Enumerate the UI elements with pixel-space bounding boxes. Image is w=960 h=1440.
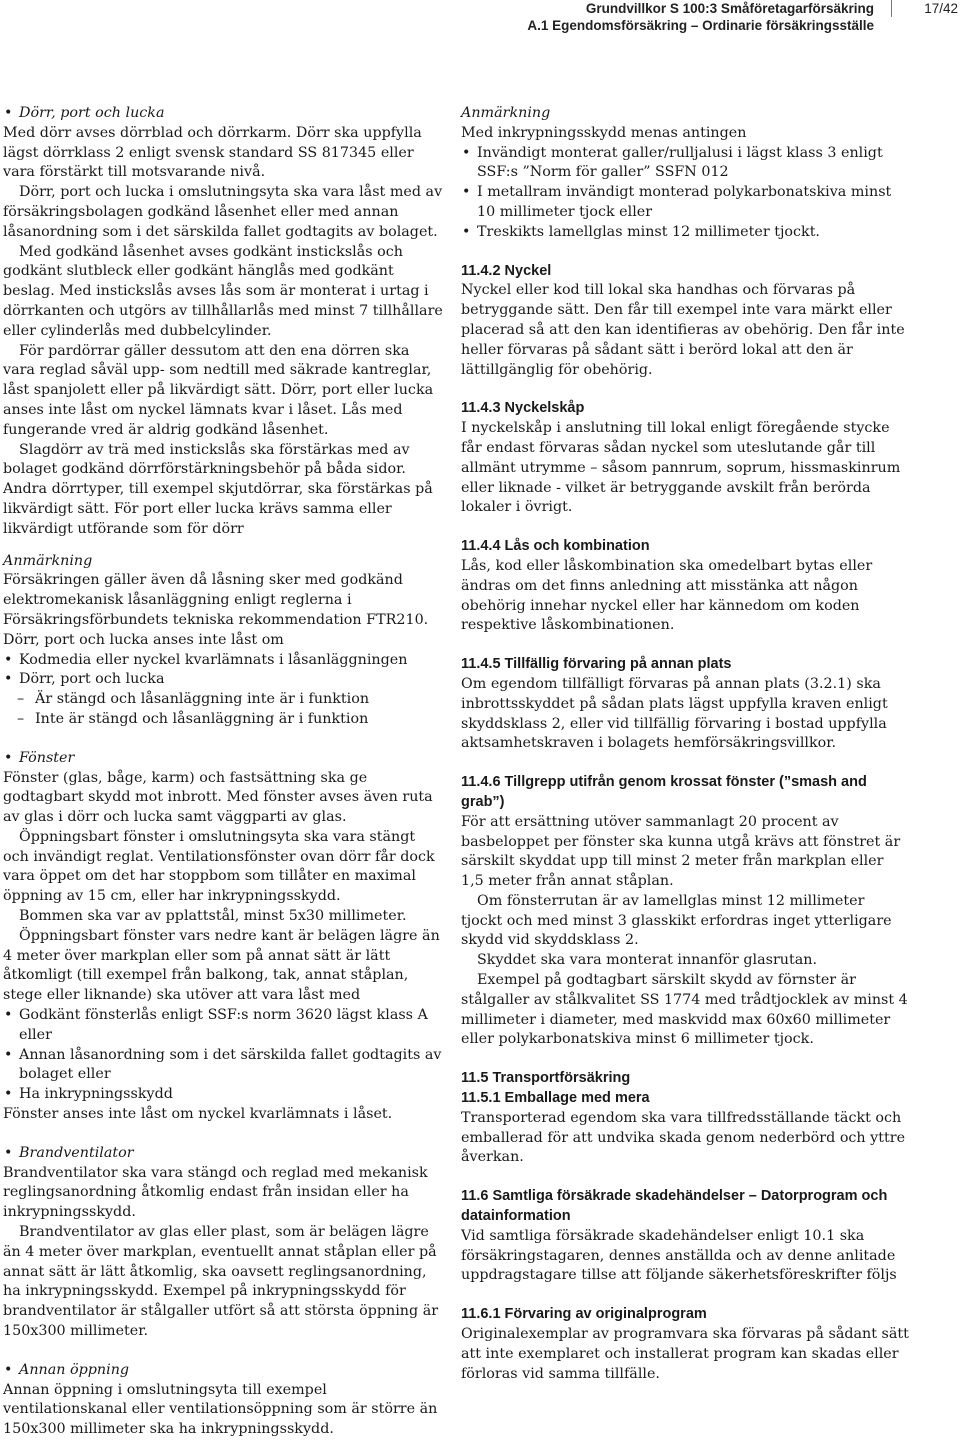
vent-paragraph: Brandventilator av glas eller plast, som är belägen lägre än 4 meter över markplan, eventuellt annat ståplan eller på annat sätt är lätt åtkomlig, ska oavsett reglingsanordning, ha inkrypningsskydd. Exempel på inkrypningsskydd för brandventilator är stålgaller utfört så att största öppning är 150x300 millimeter. xyxy=(3,1224,439,1340)
section-paragraph: Om egendom tillfälligt förvaras på annan plats (3.2.1) ska inbrottsskyddet på sådan plats lägst uppfylla kraven enligt skyddsklass 2, eller vid tillfällig förvaring i bostad uppfylla aktsamhetskraven i bolagets hemförsäkringsvillkor. xyxy=(461,675,888,752)
window-paragraph: Fönster anses inte låst om nyckel kvarlämnats i låset. xyxy=(3,1106,393,1123)
section-heading: 11.4.4 Lås och kombination xyxy=(461,538,650,555)
section-paragraph: Lås, kod eller låskombination ska omedelbart bytas eller ändras om det finns anledning att misstänka att någon obehörig innehar nyckel eller har kännedom om koden respektive låskombinationen. xyxy=(461,557,873,634)
door-paragraph: Med godkänd låsenhet avses godkänt instickslås och godkänt slutbleck eller godkänt hänglås med godkänt beslag. Med instickslås avses lås som är monterat i urtag i dörrkanten och utgörs av tillhållarlås med minst 7 tillhållare eller cylinderlås med dubbelcylinder. xyxy=(3,243,443,339)
window-bullet: • Godkänt fönsterlås enligt SSF:s norm 3620 lägst klass A eller xyxy=(3,1006,443,1046)
section-paragraph: I nyckelskåp i anslutning till lokal enligt föregående stycke får endast förvaras sådan nyckel som uteslutande går till allmänt utrymme – såsom pannrum, soprum, hissmaskinrum eller liknade - vilket är betryggande avskilt från berörda lokaler i övrigt. xyxy=(461,420,901,516)
section-paragraph: Vid samtliga försäkrade skadehändelser enligt 10.1 ska försäkringstagaren, dennes anställda och av denne anlitade uppdragstagare tillse att följande säkerhetsföreskrifter följs xyxy=(461,1227,897,1284)
other-opening-paragraph: Annan öppning i omslutningsyta till exempel ventilationskanal eller ventilationsöppning som är större än 150x300 millimeter ska ha inkrypningsskydd. xyxy=(3,1381,438,1438)
page-header xyxy=(0,0,960,34)
section-heading: 11.4.5 Tillfällig förvaring på annan plats xyxy=(461,656,732,673)
door-paragraph: Dörr, port och lucka i omslutningsyta ska vara låst med av försäkringsbolagen godkänd låsenhet eller med annan låsanordning som i det särskilda fallet godtagits av bolaget. xyxy=(3,184,443,240)
note-paragraph: Med inkrypningsskydd menas antingen xyxy=(461,124,747,141)
note-dash-item: – Är stängd och låsanläggning inte är i funktion xyxy=(3,690,443,710)
section-paragraph: Skyddet ska vara monterat innanför glasrutan. xyxy=(477,952,818,969)
door-paragraph: Slagdörr av trä med instickslås ska förstärkas med av bolaget godkänd dörrförstärkningsbehör på båda sidor. Andra dörrtyper, till exempel skjutdörrar, ska förstärkas på likvärdigt sätt. För port eller lucka krävs samma eller likvärdigt utförande som för dörr xyxy=(3,441,433,537)
window-paragraph: Öppningsbart fönster i omslutningsyta ska vara stängt och invändigt reglat. Ventilationsfönster ovan dörr får dock vara öppet om det har stoppbom som tillåter en maximal öppning av 15 cm, eller har inkrypningsskydd. xyxy=(3,828,435,905)
vent-heading: • Brandventilator xyxy=(3,1144,443,1164)
section-heading: 11.4.6 Tillgrepp utifrån genom krossat fönster (”smash and grab”) xyxy=(461,774,867,810)
door-heading: • Dörr, port och lucka xyxy=(3,104,443,124)
window-heading: • Fönster xyxy=(3,749,443,769)
window-paragraph: Öppningsbart fönster vars nedre kant är belägen lägre än 4 meter över markplan eller som på annat sätt är lätt åtkomligt (till exempel från balkong, tak, annat ståplan, stege eller liknande) ska utöver att vara låst med xyxy=(3,927,440,1004)
section-paragraph: Nyckel eller kod till lokal ska handhas och förvaras på betryggande sätt. Den får till exempel inte vara märkt eller placerad så att den kan identifieras av obehörig. Den får inte heller förvaras på sådant sätt i berörd lokal att den är lättillgänglig för obehörig. xyxy=(461,282,905,378)
window-bullet: • Annan låsanordning som i det särskilda fallet godtagits av bolaget eller xyxy=(3,1046,443,1086)
section-paragraph: Om fönsterrutan är av lamellglas minst 12 millimeter tjockt och med minst 3 glasskikt erfordras inget ytterligare skydd vid skyddsklass 2. xyxy=(461,892,892,949)
note-bullet: • Treskikts lamellglas minst 12 millimeter tjockt. xyxy=(461,223,909,243)
note-bullet: • I metallram invändigt monterad polykarbonatskiva minst 10 millimeter tjock eller xyxy=(461,183,909,223)
note-heading: Anmärkning xyxy=(3,552,93,569)
section-heading: 11.5 Transportförsäkring xyxy=(461,1070,631,1087)
section-paragraph: Exempel på godtagbart särskilt skydd av förnster är stålgaller av stålkvalitet SS 1774 med trådtjocklek av minst 4 millimeter i diameter, med maskvidd max 60x60 millimeter eller polykarbonatskiva minst 6 millimeter tjock. xyxy=(461,972,908,1048)
section-paragraph: Transporterad egendom ska vara tillfredsställande täckt och emballerad för att undvika skada genom nederbörd och yttre åverkan. xyxy=(461,1109,906,1166)
door-paragraph: För pardörrar gäller dessutom att den ena dörren ska vara reglad såväl upp- som nedtill med säkrade kantreglar, låst spanjolett eller på likvärdigt sätt. Dörr, port eller lucka anses inte låst om nyckel lämnats kvar i låset. Lås med fungerande vred är aldrig godkänd låsenhet. xyxy=(3,342,434,438)
window-paragraph: Bommen ska var av pplattstål, minst 5x30 millimeter. xyxy=(19,908,407,925)
vent-paragraph: Brandventilator ska vara stängd och reglad med mekanisk reglingsanordning åtkomlig endast från insidan eller ha inkrypningsskydd. xyxy=(3,1164,428,1221)
section-heading: 11.4.3 Nyckelskåp xyxy=(461,400,585,417)
window-bullet: • Ha inkrypningsskydd xyxy=(3,1085,443,1105)
document-title: Grundvillkor S 100:3 Småföretagarförsäkring xyxy=(585,1,874,16)
note-heading: Anmärkning xyxy=(461,105,551,121)
window-paragraph: Fönster (glas, båge, karm) och fastsättning ska ge godtagbart skydd mot inbrott. Med fönster avses även ruta av glas i dörr och lucka samt väggparti av glas. xyxy=(3,769,433,826)
note-dash-item: – Inte är stängd och låsanläggning är i funktion xyxy=(3,710,443,730)
subsection-heading: 11.5.1 Emballage med mera xyxy=(461,1090,650,1107)
note-paragraph: Försäkringen gäller även då låsning sker med godkänd elektromekanisk låsanläggning enligt reglerna i Försäkringsförbundets tekniska rekommendation FTR210. Dörr, port och lucka anses inte låst om xyxy=(3,572,429,648)
right-column xyxy=(461,104,909,1384)
door-paragraph: Med dörr avses dörrblad och dörrkarm. Dörr ska uppfylla lägst dörrklass 2 enligt svensk standard SS 817345 eller vara förstärkt till motsvarande nivå. xyxy=(3,124,422,181)
section-paragraph: Originalexemplar av programvara ska förvaras på sådant sätt att inte exemplaret och installerat program kan skadas eller förloras vid samma tillfälle. xyxy=(461,1326,909,1382)
section-heading: 11.6.1 Förvaring av originalprogram xyxy=(461,1306,707,1323)
section-heading: 11.4.2 Nyckel xyxy=(461,262,552,279)
header-divider xyxy=(891,0,892,17)
note-bullet: • Invändigt monterat galler/rulljalusi i lägst klass 3 enligt SSF:s ”Norm för galler” SSFN 012 xyxy=(461,144,909,184)
note-bullet: • Kodmedia eller nyckel kvarlämnats i låsanläggningen xyxy=(3,651,443,671)
section-paragraph: För att ersättning utöver sammanlagt 20 procent av basbeloppet per fönster ska kunna utgå krävs att fönstret är särskilt skyddat upp till minst 2 meter från markplan eller 1,5 meter från annat ståplan. xyxy=(461,813,901,890)
left-column xyxy=(3,104,443,1440)
other-opening-heading: • Annan öppning xyxy=(3,1361,443,1381)
section-heading: 11.6 Samtliga försäkrade skadehändelser – Datorprogram och datainformation xyxy=(461,1188,888,1225)
note-bullet: • Dörr, port och lucka xyxy=(3,670,443,690)
section-title: A.1 Egendomsförsäkring – Ordinarie försäkringsställe xyxy=(527,18,874,33)
page-number: 17/42 xyxy=(924,1,958,16)
